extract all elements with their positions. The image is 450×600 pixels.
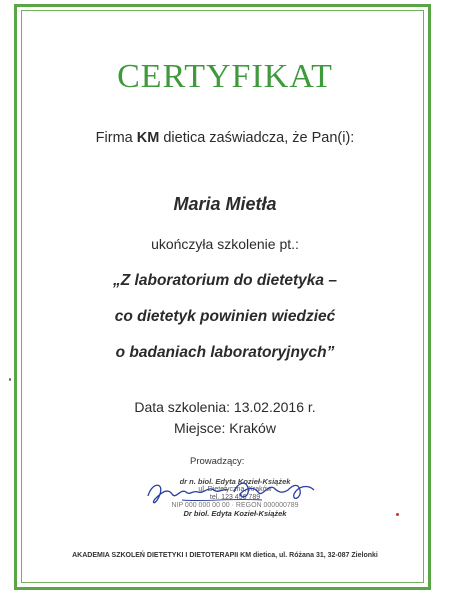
course-title-line-1: „Z laboratorium do dietetyka – — [113, 272, 337, 289]
scan-speck — [396, 513, 399, 516]
certificate-intro — [0, 130, 450, 146]
stamp-line-5: Dr biol. Edyta Kozieł-Książek — [183, 509, 287, 518]
stamp-line-3: tel. 123 456 789 — [209, 494, 261, 501]
scan-speck — [9, 378, 11, 381]
certificate-title: CERTYFIKAT — [117, 58, 333, 95]
stamp-line-2: ul. Dietetyczna, Kraków — [198, 486, 272, 493]
training-date: Data szkolenia: 13.02.2016 r. — [134, 399, 316, 415]
stamp-line-1: dr n. biol. Edyta Kozieł-Książek — [179, 477, 291, 486]
handwritten-signature — [142, 474, 322, 508]
completed-text: ukończyła szkolenie pt.: — [151, 236, 299, 252]
course-title-line-2: co dietetyk powinien wiedzieć — [114, 308, 336, 325]
intro-prefix: Firma — [95, 130, 137, 146]
instructor-label: Prowadzący: — [190, 456, 245, 467]
footer-academy-address: AKADEMIA SZKOLEŃ DIETETYKI I DIETOTERAPII KM dietica, ul. Różana 31, 32-087 Zielonki — [72, 552, 378, 559]
recipient-name: Maria Mietła — [173, 194, 277, 214]
training-place: Miejsce: Kraków — [174, 420, 276, 436]
intro-suffix: dietica zaświadcza, że Pan(i): — [159, 130, 355, 146]
course-title-line-3: o badaniach laboratoryjnych” — [115, 344, 335, 361]
intro-company: KM — [136, 130, 160, 146]
stamp-line-4: NIP 000 000 00 00 · REGON 000000789 — [171, 502, 299, 509]
